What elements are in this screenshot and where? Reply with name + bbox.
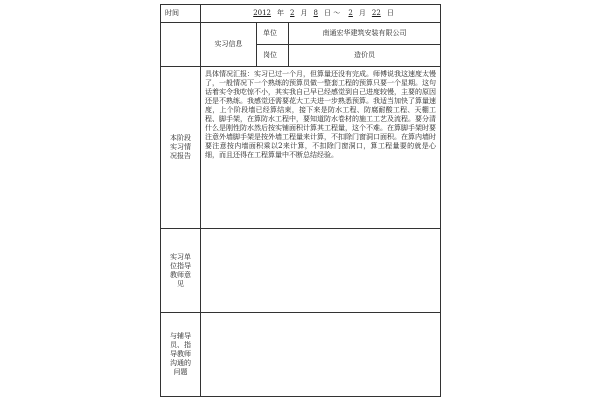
- date-range: [201, 5, 441, 23]
- stage-report-row: [161, 67, 441, 229]
- internship-info-label: 实习信息: [201, 23, 257, 67]
- date-day-unit-1: 日: [323, 9, 331, 17]
- stage-report-content[interactable]: 具体情况汇报：实习已过一个月，但算量还没有完成。师傅说我这速度太慢了，一般情况下一个熟练的预算员做一整套工程的预算只要一个星期。这句话着实令我吃惊不小，其实我自己早已经感觉到自己进度较慢，主要的原因还是不熟练。我感觉还需要花大工夫进一步熟悉预算。我适当加快了算量速度，上个阶段墙已经算结束，接下来是防水工程、防腐耐酸工程、天棚工程、脚手架，在算防水工程中，要知道防水卷材的施工工艺及流程。要分清什么是刚性防水然后按实铺面积计算其工程量，这个不难。在算脚手架时要注意外墙脚手架是按外墙工程量来计算，不扣除门窗洞口面积。在算内墙时要注意按内墙面积乘以2来计算，不扣除门窗洞口，算工程量要的就是心细，而且还得在工程算量中不断总结经验。: [201, 67, 441, 229]
- time-label: 时间: [161, 5, 201, 23]
- instructor-opinion-row: [161, 229, 441, 313]
- counselor-issues-row: [161, 313, 441, 397]
- unit-value: 南通宏华建筑安装有限公司: [289, 23, 441, 45]
- unit-label: 单位: [257, 23, 289, 45]
- date-end-day: 22: [371, 9, 381, 17]
- unit-row: [161, 23, 441, 45]
- stage-report-label: 本阶段实习情况报告: [161, 67, 201, 229]
- date-day-unit-2: 日: [386, 9, 394, 17]
- date-year: 2012: [253, 9, 272, 17]
- date-separator: ～: [333, 9, 341, 17]
- date-start-day: 8: [313, 9, 318, 17]
- time-row: [161, 5, 441, 23]
- internship-report-form: [160, 4, 440, 396]
- date-start-month: 2: [290, 9, 295, 17]
- date-month-unit-2: 月: [358, 9, 366, 17]
- report-table: [160, 4, 441, 397]
- counselor-issues-label: 与辅导员、指导教师沟通的问题: [161, 313, 201, 397]
- post-label: 岗位: [257, 45, 289, 67]
- info-blank-cell: [161, 23, 201, 67]
- date-end-month: 2: [348, 9, 353, 17]
- date-month-unit-1: 月: [300, 9, 308, 17]
- instructor-opinion-content[interactable]: [201, 229, 441, 313]
- instructor-opinion-label: 实习单位指导教师意见: [161, 229, 201, 313]
- counselor-issues-content[interactable]: [201, 313, 441, 397]
- date-year-unit: 年: [277, 9, 285, 17]
- post-value: 造价员: [289, 45, 441, 67]
